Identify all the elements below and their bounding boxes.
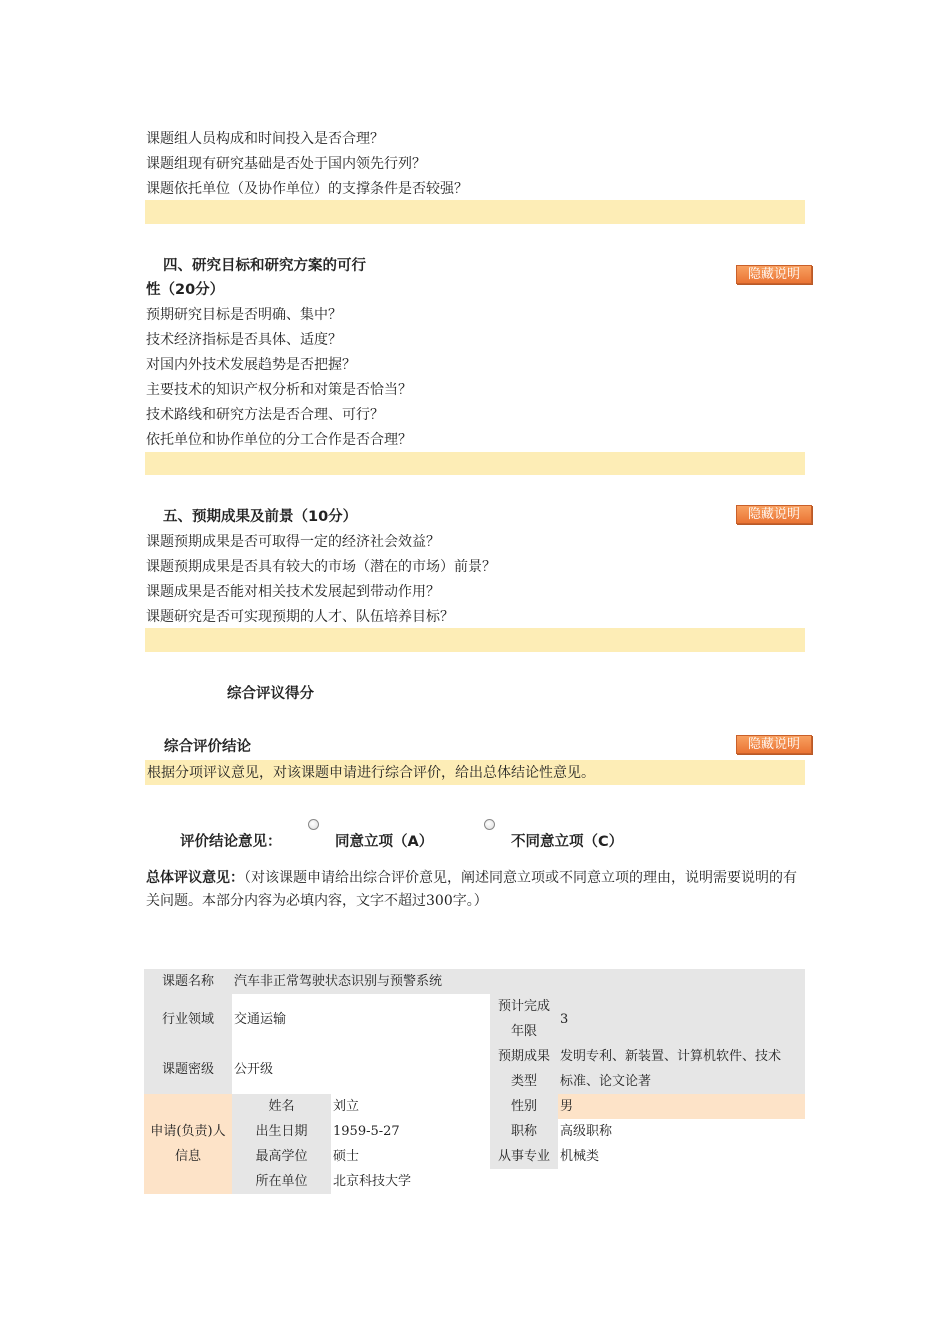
section4-title-cont: 性（20分）: [146, 282, 225, 298]
outcome-value: [558, 1044, 805, 1094]
conclusion-desc: 根据分项评议意见，对该课题申请进行综合评价，给出总体结论性意见。: [147, 765, 595, 781]
question-text: 课题依托单位（及协作单位）的支撑条件是否较强？: [146, 181, 468, 197]
question-text: 技术路线和研究方法是否合理、可行？: [146, 407, 384, 423]
question-text: 课题成果是否能对相关技术发展起到带动作用？: [146, 584, 440, 600]
question-text: 课题组现有研究基础是否处于国内领先行列？: [146, 156, 426, 172]
score-input-area[interactable]: [145, 628, 805, 652]
major-value: 机械类: [558, 1144, 805, 1169]
cell-label: [490, 994, 558, 1044]
question-text: 技术经济指标是否具体、适度？: [146, 332, 342, 348]
score-input-area[interactable]: [145, 452, 805, 475]
gender-value: 男: [558, 1094, 805, 1119]
cell-label: 姓名: [232, 1094, 331, 1119]
question-text: 课题预期成果是否具有较大的市场（潜在的市场）前景？: [146, 559, 496, 575]
secrecy-value: 公开级: [232, 1044, 490, 1094]
conclusion-title: 综合评价结论: [164, 739, 251, 755]
title-value: 高级职称: [558, 1119, 805, 1144]
overall-opinion-text: （对该课题申请给出综合评价意见，阐述同意立项或不同意立项的理由，说明需要说明的有关问题。本部分内容为必填内容，文字不超过300字。）: [146, 870, 797, 909]
cell-label: 职称: [490, 1119, 558, 1144]
section5-title: 五、预期成果及前景（10分）: [163, 509, 358, 525]
score-input-area[interactable]: [145, 200, 805, 224]
option-agree-label: 同意立项（A）: [335, 834, 434, 850]
duration-label-line2: 年限: [510, 1024, 537, 1039]
name-value: 刘立: [331, 1094, 490, 1119]
cell-label: 课题密级: [144, 1044, 232, 1094]
outcome-line1: 发明专利、新装置、计算机软件、技术: [560, 1049, 782, 1064]
cell-label: 从事专业: [490, 1144, 558, 1169]
hide-instructions-button[interactable]: 隐藏说明: [736, 735, 812, 754]
duration-label-line1: 预计完成: [497, 999, 550, 1014]
question-text: 依托单位和协作单位的分工合作是否合理？: [146, 432, 412, 448]
question-text: 课题组人员构成和时间投入是否合理？: [146, 131, 384, 147]
cell-label: 性别: [490, 1094, 558, 1119]
question-text: 课题研究是否可实现预期的人才、队伍培养目标？: [146, 609, 454, 625]
applicant-label-line1: 申请(负责)人: [150, 1124, 226, 1139]
cell-label: [490, 1044, 558, 1094]
outcome-label-line2: 类型: [510, 1074, 537, 1089]
industry-value: 交通运输: [232, 994, 490, 1044]
applicant-label: [144, 1094, 232, 1194]
overall-opinion-label: 总体评议意见：: [146, 870, 244, 886]
project-name: 汽车非正常驾驶状态识别与预警系统: [232, 969, 805, 994]
question-text: 课题预期成果是否可取得一定的经济社会效益？: [146, 534, 440, 550]
outcome-label-line1: 预期成果: [497, 1049, 550, 1064]
project-info-table: [144, 969, 805, 1194]
degree-value: 硕士: [331, 1144, 490, 1169]
cell-label: 出生日期: [232, 1119, 331, 1144]
section4-title: 四、研究目标和研究方案的可行: [163, 258, 366, 274]
overall-opinion-note: [146, 867, 806, 913]
radio-agree[interactable]: [308, 819, 319, 830]
birth-value: 1959-5-27: [331, 1119, 490, 1144]
option-disagree-label: 不同意立项（C）: [511, 834, 624, 850]
cell-label: 最高学位: [232, 1144, 331, 1169]
outcome-line2: 标准、论文论著: [560, 1074, 652, 1089]
opinion-label: 评价结论意见：: [180, 834, 282, 850]
cell-label: 行业领域: [144, 994, 232, 1044]
question-text: 预期研究目标是否明确、集中？: [146, 307, 342, 323]
cell-label: 课题名称: [144, 969, 232, 994]
hide-instructions-button[interactable]: 隐藏说明: [736, 505, 812, 524]
unit-value: 北京科技大学: [331, 1169, 490, 1194]
conclusion-desc-box: [145, 760, 805, 785]
radio-disagree[interactable]: [484, 819, 495, 830]
question-text: 对国内外技术发展趋势是否把握？: [146, 357, 356, 373]
hide-instructions-button[interactable]: 隐藏说明: [736, 265, 812, 284]
question-text: 主要技术的知识产权分析和对策是否恰当？: [146, 382, 412, 398]
duration-value: 3: [558, 994, 805, 1044]
applicant-label-line2: 信息: [174, 1149, 201, 1164]
overall-score-title: 综合评议得分: [227, 686, 314, 702]
cell-label: 所在单位: [232, 1169, 331, 1194]
